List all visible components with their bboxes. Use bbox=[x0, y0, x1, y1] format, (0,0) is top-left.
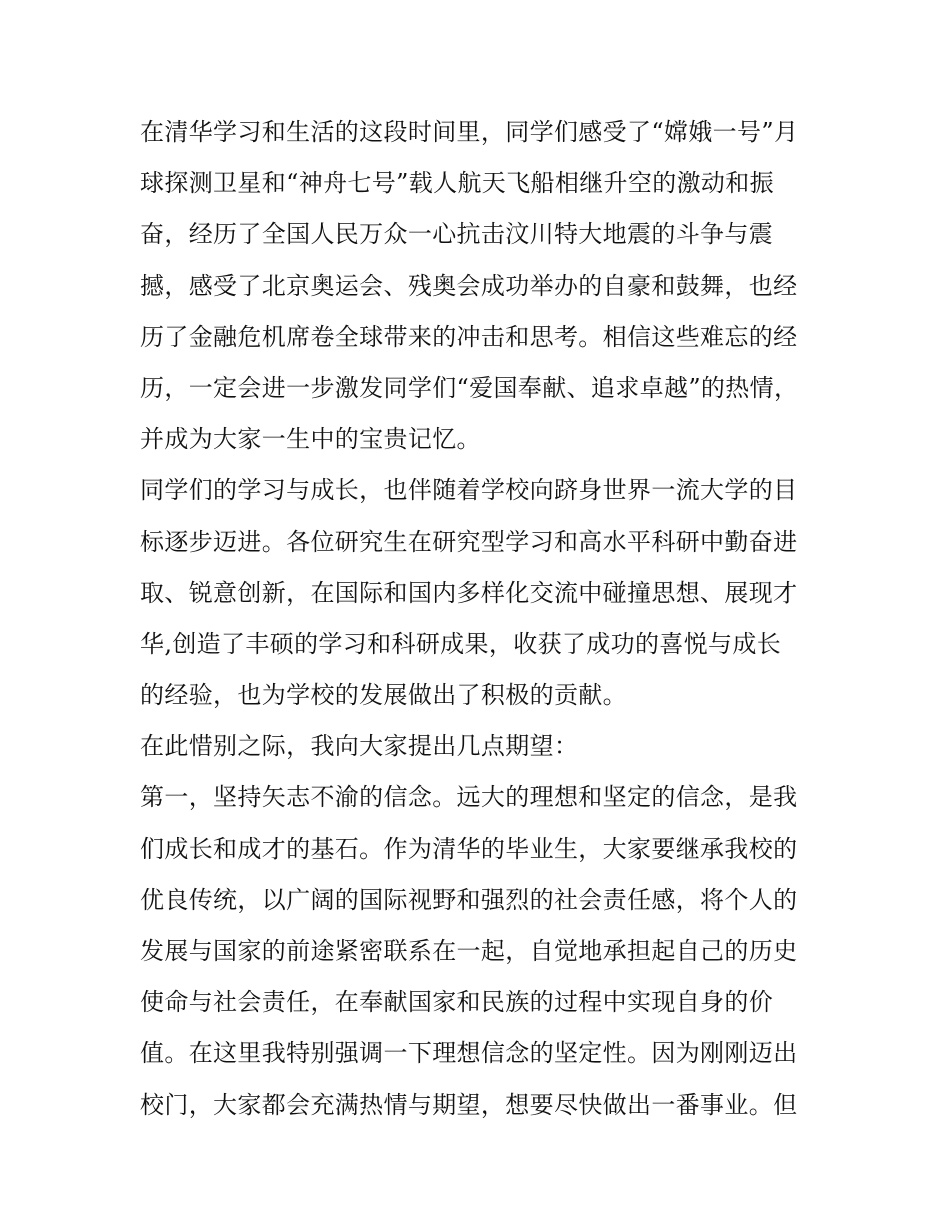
text-line: 历，一定会进一步激发同学们“爱国奉献、追求卓越”的热情， bbox=[140, 373, 799, 402]
text-line: 并成为大家一生中的宝贵记忆。 bbox=[140, 425, 481, 454]
text-line: 优良传统，以广阔的国际视野和强烈的社会责任感，将个人的 bbox=[140, 885, 798, 914]
text-line: 发展与国家的前途紧密联系在一起，自觉地承担起自己的历史 bbox=[140, 937, 798, 965]
text-line: 取、锐意创新，在国际和国内多样化交流中碰撞思想、展现才 bbox=[140, 578, 798, 607]
text-line: 球探测卫星和“神舟七号”载人航天飞船相继升空的激动和振 bbox=[140, 169, 774, 198]
document-body bbox=[140, 107, 812, 1131]
text-line: 的经验，也为学校的发展做出了积极的贡献。 bbox=[140, 681, 627, 710]
text-line: 同学们的学习与成长，也伴随着学校向跻身世界一流大学的目 bbox=[140, 476, 798, 505]
text-line: 值。在这里我特别强调一下理想信念的坚定性。因为刚刚迈出 bbox=[140, 1039, 798, 1068]
text-line: 撼，感受了北京奥运会、残奥会成功举办的自豪和鼓舞，也经 bbox=[140, 271, 798, 300]
text-line: 华,创造了丰硕的学习和科研成果，收获了成功的喜悦与成长 bbox=[140, 629, 782, 658]
text-line: 奋，经历了全国人民万众一心抗击汶川特大地震的斗争与震 bbox=[140, 220, 774, 249]
text-line: 在此惜别之际，我向大家提出几点期望： bbox=[140, 732, 579, 761]
text-line: 第一，坚持矢志不渝的信念。远大的理想和坚定的信念，是我 bbox=[140, 783, 798, 812]
text-line: 使命与社会责任，在奉献国家和民族的过程中实现自身的价 bbox=[140, 988, 774, 1017]
text-line: 标逐步迈进。各位研究生在研究型学习和高水平科研中勤奋进 bbox=[140, 527, 798, 556]
text-line: 校门，大家都会充满热情与期望，想要尽快做出一番事业。但 bbox=[140, 1090, 798, 1119]
text-line: 历了金融危机席卷全球带来的冲击和思考。相信这些难忘的经 bbox=[140, 322, 798, 351]
text-line: 们成长和成才的基石。作为清华的毕业生，大家要继承我校的 bbox=[140, 834, 798, 863]
text-line: 在清华学习和生活的这段时间里，同学们感受了“嫦娥一号”月 bbox=[140, 118, 799, 146]
